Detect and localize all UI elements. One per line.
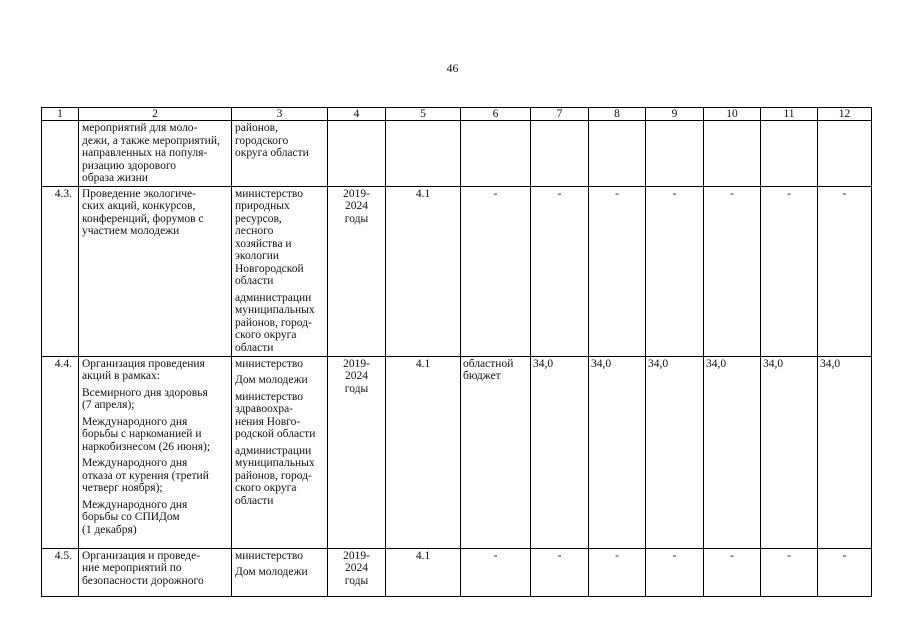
row-number xyxy=(42,121,79,187)
funding-value-2024: - xyxy=(818,548,872,596)
funding-value-2022: - xyxy=(704,548,761,596)
activity-text: мероприятий для моло- дежи, а также мероприятий, направленных на популя- ризацию здорового образа жизни xyxy=(82,122,220,184)
executor-text: министерство xyxy=(235,549,303,562)
executor-text: администрации муниципальных районов, город- ского округа области xyxy=(235,444,315,507)
executor-text: Дом молодежи xyxy=(235,374,308,386)
target-indicator: 4.1 xyxy=(386,548,461,596)
table-row xyxy=(42,548,872,596)
executor-text: Дом молодежи xyxy=(235,566,308,578)
row-number: 4.5. xyxy=(42,548,79,596)
funding-value-2024 xyxy=(818,121,872,187)
activity-text: Организация и проведе- ние мероприятий по безопасности дорожного xyxy=(82,549,204,587)
funding-value-2019: 34,0 xyxy=(531,356,589,548)
column-header-12: 12 xyxy=(818,108,872,121)
column-header-4: 4 xyxy=(328,108,386,121)
funding-value-2023 xyxy=(761,121,818,187)
table-body xyxy=(42,108,872,597)
column-header-1: 1 xyxy=(42,108,79,121)
table-row xyxy=(42,356,872,548)
funding-value-2022: - xyxy=(704,186,761,356)
funding-value-2024: 34,0 xyxy=(818,356,872,548)
activity-text: Проведение экологиче- ских акций, конкурсов, конференций, форумов с участием молодежи xyxy=(82,187,204,237)
funding-value-2023: - xyxy=(761,186,818,356)
activity-text: Международного дня борьбы с наркоманией и наркобизнесом (26 июня); xyxy=(82,415,211,453)
executor-text: министерство природных ресурсов, лесного хозяйства и экологии Новгородской области xyxy=(235,187,304,287)
funding-value-2023: 34,0 xyxy=(761,356,818,548)
period xyxy=(328,121,386,187)
funding-value-2024: - xyxy=(818,186,872,356)
executor-text: министерство xyxy=(235,357,303,370)
funding-value-2022 xyxy=(704,121,761,187)
target-indicator: 4.1 xyxy=(386,356,461,548)
plan-table xyxy=(41,107,872,597)
period: 2019- 2024 годы xyxy=(328,186,386,356)
funding-value-2019: - xyxy=(531,548,589,596)
header-row xyxy=(42,108,872,121)
funding-source xyxy=(461,121,531,187)
funding-value-2021: 34,0 xyxy=(646,356,704,548)
activity-text: Международного дня отказа от курения (третий четверг ноября); xyxy=(82,457,209,494)
funding-value-2020 xyxy=(589,121,646,187)
funding-source: - xyxy=(461,186,531,356)
period: 2019- 2024 годы xyxy=(328,356,386,548)
activity-text: Международного дня борьбы со СПИДом (1 декабря) xyxy=(82,498,188,536)
funding-value-2021: - xyxy=(646,548,704,596)
activity-name xyxy=(79,186,232,356)
page-number: 46 xyxy=(446,61,459,75)
funding-value-2020: - xyxy=(589,186,646,356)
funding-source: - xyxy=(461,548,531,596)
table-row xyxy=(42,186,872,356)
executor-text: районов, городского округа области xyxy=(235,122,309,159)
activity-name xyxy=(79,121,232,187)
column-header-3: 3 xyxy=(232,108,328,121)
column-header-10: 10 xyxy=(704,108,761,121)
row-number: 4.3. xyxy=(42,186,79,356)
activity-name xyxy=(79,356,232,548)
funding-value-2023: - xyxy=(761,548,818,596)
row-number: 4.4. xyxy=(42,356,79,548)
funding-value-2019 xyxy=(531,121,589,187)
executor-text: министерство здравоохра- нения Новго- родской области xyxy=(235,390,316,440)
target-indicator: 4.1 xyxy=(386,186,461,356)
executor xyxy=(232,186,328,356)
activity-text: Всемирного дня здоровья (7 апреля); xyxy=(82,386,208,411)
column-header-5: 5 xyxy=(386,108,461,121)
funding-value-2022: 34,0 xyxy=(704,356,761,548)
column-header-8: 8 xyxy=(589,108,646,121)
column-header-9: 9 xyxy=(646,108,704,121)
funding-value-2020: - xyxy=(589,548,646,596)
funding-value-2019: - xyxy=(531,186,589,356)
column-header-11: 11 xyxy=(761,108,818,121)
target-indicator xyxy=(386,121,461,187)
funding-value-2020: 34,0 xyxy=(589,356,646,548)
column-header-7: 7 xyxy=(531,108,589,121)
executor xyxy=(232,548,328,596)
activity-text: Организация проведения акций в рамках: xyxy=(82,357,205,382)
executor xyxy=(232,121,328,187)
funding-value-2021 xyxy=(646,121,704,187)
period: 2019- 2024 годы xyxy=(328,548,386,596)
table-row xyxy=(42,121,872,187)
column-header-6: 6 xyxy=(461,108,531,121)
activity-name xyxy=(79,548,232,596)
executor-text: администрации муниципальных районов, город- ского округа области xyxy=(235,291,315,354)
funding-source: областной бюджет xyxy=(461,356,531,548)
executor xyxy=(232,356,328,548)
funding-value-2021: - xyxy=(646,186,704,356)
column-header-2: 2 xyxy=(79,108,232,121)
